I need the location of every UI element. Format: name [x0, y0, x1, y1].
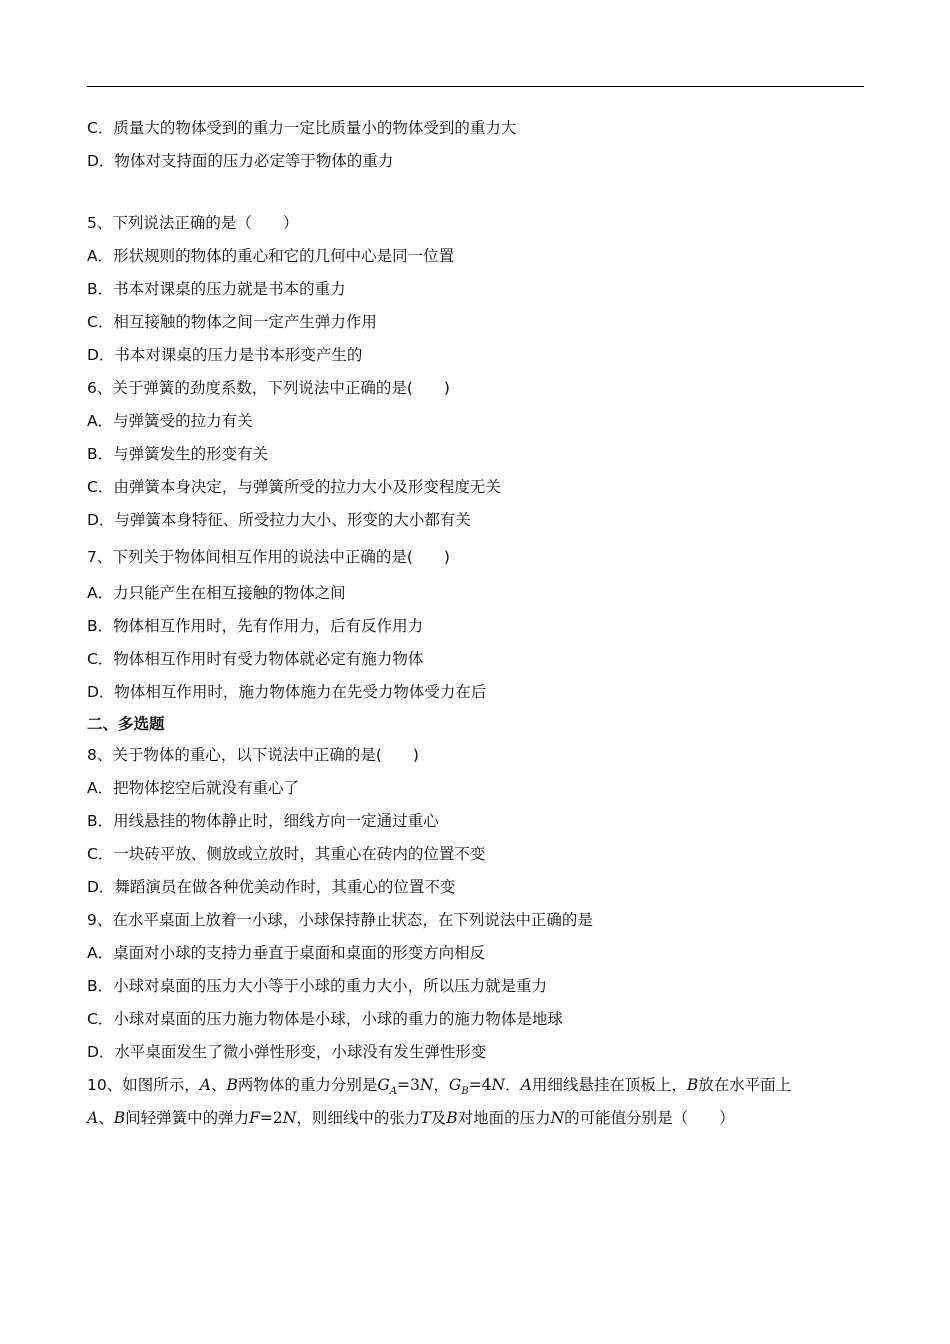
q7-option-c: C．物体相互作用时有受力物体就必定有施力物体 — [87, 650, 424, 668]
q8-option-a: A．把物体挖空后就没有重心了 — [87, 779, 300, 797]
q5-option-c: C．相互接触的物体之间一定产生弹力作用 — [87, 313, 377, 331]
q6-stem: 6、关于弹簧的劲度系数，下列说法中正确的是( ) — [87, 379, 450, 397]
q10-symbol-g-a: G — [377, 1076, 390, 1094]
q10-text-and: 及 — [430, 1109, 447, 1127]
q9-option-b: B．小球对桌面的压力大小等于小球的重力大小，所以压力就是重力 — [87, 977, 548, 995]
q5-stem: 5、下列说法正确的是（ ） — [87, 214, 299, 232]
q6-option-c: C．由弹簧本身决定，与弹簧所受的拉力大小及形变程度无关 — [87, 478, 501, 496]
q7-option-a: A．力只能产生在相互接触的物体之间 — [87, 584, 346, 602]
q7-stem: 7、下列关于物体间相互作用的说法中正确的是( ) — [87, 548, 450, 566]
question-page — [87, 112, 877, 1135]
q10-value-f: =2 — [259, 1109, 283, 1127]
q10-number: 10、如图所示， — [87, 1076, 200, 1094]
q8-option-d: D．舞蹈演员在做各种优美动作时，其重心的位置不变 — [87, 878, 456, 896]
q10-value-ga: =3 — [396, 1076, 420, 1094]
q9-option-a: A．桌面对小球的支持力垂直于桌面和桌面的形变方向相反 — [87, 944, 486, 962]
q10-text-pressure: 对地面的压力 — [457, 1109, 551, 1127]
q10-stem-line1 — [87, 1069, 877, 1102]
q10-object-a-2: A — [520, 1076, 532, 1094]
q8-option-c: C．一块砖平放、侧放或立放时，其重心在砖内的位置不变 — [87, 845, 486, 863]
q5-option-b: B．书本对课桌的压力就是书本的重力 — [87, 280, 346, 298]
q10-period: ． — [505, 1076, 521, 1094]
q10-symbol-t: T — [420, 1109, 431, 1127]
q10-symbol-n: N — [550, 1109, 565, 1127]
q10-object-b: B — [226, 1076, 238, 1094]
q10-subscript-b: B — [461, 1086, 469, 1098]
q10-symbol-g-b: G — [448, 1076, 462, 1094]
q10-symbol-f: F — [249, 1109, 260, 1127]
q10-value-gb: =4 — [468, 1076, 492, 1094]
q10-text-tension: ，则细线中的张力 — [296, 1109, 421, 1127]
q8-option-b: B．用线悬挂的物体静止时，细线方向一定通过重心 — [87, 812, 439, 830]
q6-option-d: D．与弹簧本身特征、所受拉力大小、形变的大小都有关 — [87, 511, 471, 529]
prev-option-c: C．质量大的物体受到的重力一定比质量小的物体受到的重力大 — [87, 119, 517, 137]
q10-object-a: A — [199, 1076, 211, 1094]
q5-option-a: A．形状规则的物体的重心和它的几何中心是同一位置 — [87, 247, 455, 265]
q10-unit-n-1: N — [419, 1076, 434, 1094]
q10-separator: 、 — [210, 1076, 227, 1094]
q10-text-hang: 用细线悬挂在顶板上， — [531, 1076, 687, 1094]
q7-option-d: D．物体相互作用时，施力物体施力在先受力物体受力在后 — [87, 683, 487, 701]
q8-stem: 8、关于物体的重心，以下说法中正确的是( ) — [87, 746, 419, 764]
q10-stem-line2 — [87, 1102, 877, 1135]
q10-text-place: 放在水平面上 — [698, 1076, 792, 1094]
q6-option-a: A．与弹簧受的拉力有关 — [87, 412, 253, 430]
q5-option-d: D．书本对课桌的压力是书本形变产生的 — [87, 346, 363, 364]
q10-unit-n-3: N — [282, 1109, 297, 1127]
q10-text-values: 的可能值分别是（ ） — [564, 1109, 735, 1127]
q10-object-a-3: A — [87, 1109, 99, 1127]
prev-option-d: D．物体对支持面的压力必定等于物体的重力 — [87, 152, 394, 170]
q9-stem: 9、在水平桌面上放着一小球，小球保持静止状态，在下列说法中正确的是 — [87, 911, 593, 929]
q10-object-b-4: B — [446, 1109, 458, 1127]
header-rule — [87, 86, 864, 87]
q10-comma: ， — [433, 1076, 449, 1094]
q10-object-b-3: B — [113, 1109, 126, 1127]
q6-option-b: B．与弹簧发生的形变有关 — [87, 445, 269, 463]
q7-option-b: B．物体相互作用时，先有作用力，后有反作用力 — [87, 617, 424, 635]
q9-option-c: C．小球对桌面的压力施力物体是小球，小球的重力的施力物体是地球 — [87, 1010, 563, 1028]
q10-subscript-a: A — [389, 1086, 397, 1098]
q10-object-b-2: B — [686, 1076, 699, 1094]
q10-text-spring: 间轻弹簧中的弹力 — [125, 1109, 250, 1127]
q10-text-weights: 两物体的重力分别是 — [237, 1076, 378, 1094]
section-title-multiple-choice: 二、多选题 — [87, 715, 165, 733]
q9-option-d: D．水平桌面发生了微小弹性形变，小球没有发生弹性形变 — [87, 1043, 487, 1061]
q10-separator-2: 、 — [98, 1109, 114, 1127]
q10-unit-n-2: N — [491, 1076, 506, 1094]
